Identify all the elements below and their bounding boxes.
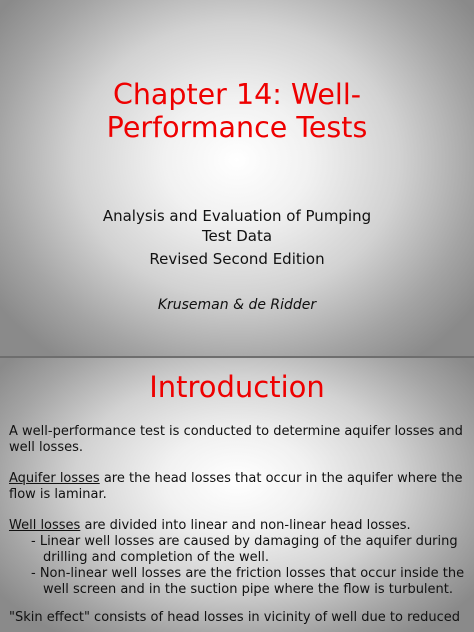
- bullet-nonlinear-losses: - Non-linear well losses are the friction losses that occur inside the well screen and in the suction pipe where the flow is turbulent.: [31, 566, 465, 597]
- edition-text: Revised Second Edition: [149, 250, 325, 268]
- subtitle: [0, 206, 474, 246]
- bullet-linear-losses: - Linear well losses are caused by damaging of the aquifer during drilling and completion of the well.: [31, 534, 458, 565]
- title-line-2: Performance Tests: [106, 111, 368, 144]
- paragraph-aquifer-losses: [9, 471, 469, 503]
- well-losses-definition: are divided into linear and non-linear head losses.: [80, 518, 411, 533]
- subtitle-line-1: Analysis and Evaluation of Pumping: [102, 207, 372, 225]
- paragraph-skin-effect: "Skin effect" consists of head losses in vicinity of well due to reduced: [9, 610, 461, 625]
- term-aquifer-losses: Aquifer losses: [9, 471, 100, 486]
- subtitle-line-2: Test Data: [201, 227, 273, 245]
- slide-title: Introduction: [149, 370, 325, 404]
- term-well-losses: Well losses: [9, 518, 81, 533]
- authors-text: Kruseman & de Ridder: [157, 297, 317, 313]
- paragraph-well-performance: A well-performance test is conducted to determine aquifer losses and well losses.: [9, 424, 463, 455]
- aquifer-losses-definition: are the head losses that occur in the aquifer where the flow is laminar.: [9, 471, 463, 502]
- slide-title: [0, 78, 474, 144]
- paragraph-well-losses: [9, 518, 469, 534]
- slide-body: [9, 424, 469, 632]
- title-line-1: Chapter 14: Well-: [112, 78, 362, 111]
- introduction-slide: [0, 358, 474, 632]
